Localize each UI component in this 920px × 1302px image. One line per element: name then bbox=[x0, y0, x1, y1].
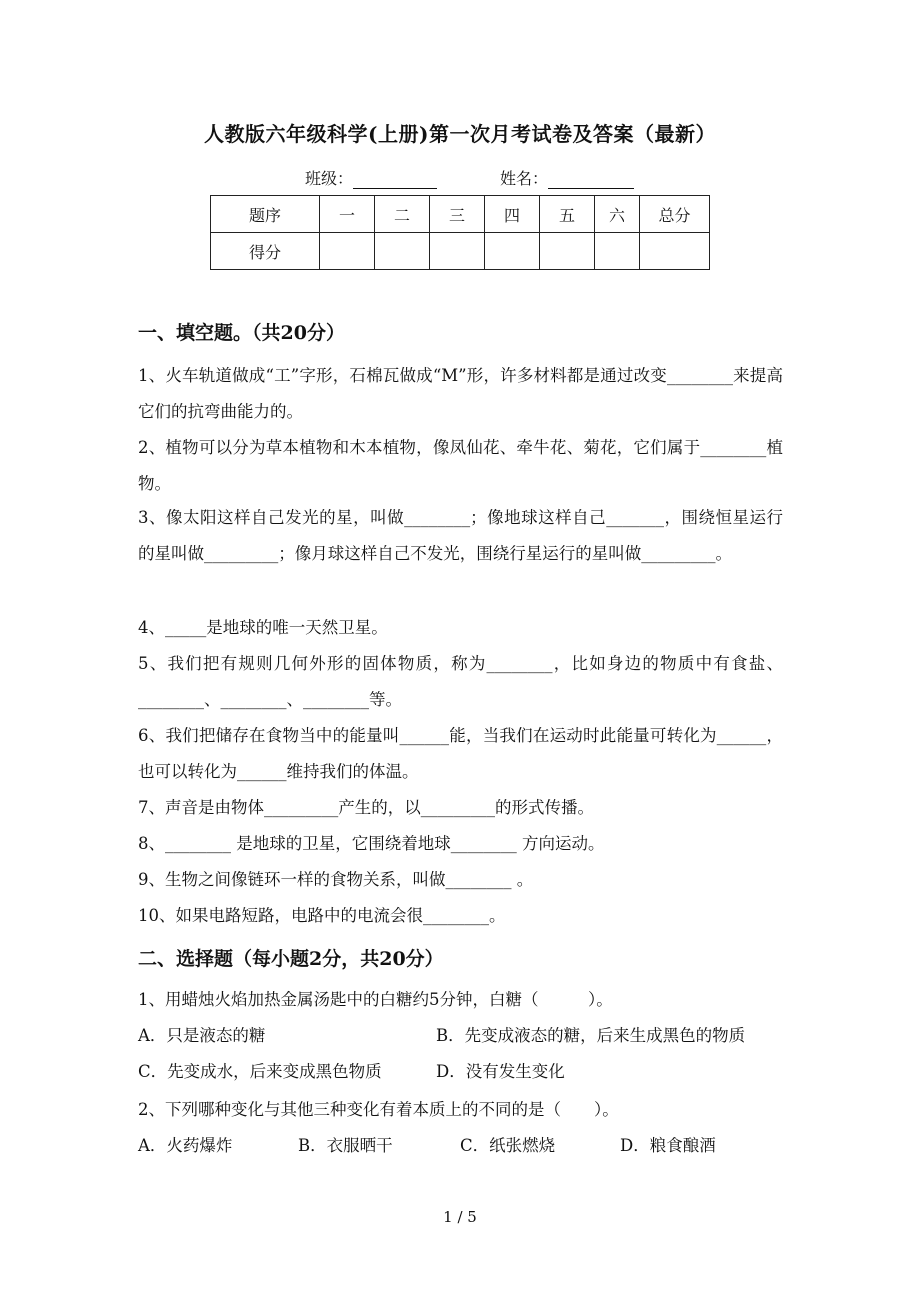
page-title: 人教版六年级科学(上册)第一次月考试卷及答案（最新） bbox=[204, 122, 716, 146]
score-input-cell[interactable] bbox=[595, 233, 640, 270]
question-9: 9、生物之间像链环一样的食物关系，叫做________ 。 bbox=[138, 870, 534, 889]
table-cell: 四 bbox=[485, 196, 540, 233]
option-d: D．没有发生变化 bbox=[436, 1062, 565, 1081]
question-6: 6、我们把储存在食物当中的能量叫______能，当我们在运动时此能量可转化为______，也可以转化为______维持我们的体温。 bbox=[138, 726, 783, 781]
score-input-cell[interactable] bbox=[430, 233, 485, 270]
table-cell: 得分 bbox=[211, 233, 320, 270]
option-b: B．先变成液态的糖，后来生成黑色的物质 bbox=[436, 1026, 746, 1045]
table-cell: 五 bbox=[540, 196, 595, 233]
table-cell: 三 bbox=[430, 196, 485, 233]
question-2: 2、植物可以分为草本植物和木本植物，像凤仙花、牵牛花、菊花，它们属于________植物。 bbox=[138, 438, 783, 493]
choice-question-1: 1、用蜡烛火焰加热金属汤匙中的白糖约5分钟，白糖（ ）。 bbox=[138, 990, 613, 1009]
section-1-heading: 一、填空题。（共20分） bbox=[138, 322, 345, 344]
class-blank bbox=[353, 170, 437, 189]
option-a: A．火药爆炸 bbox=[138, 1136, 233, 1155]
option-c: C．纸张燃烧 bbox=[460, 1136, 556, 1155]
score-input-cell[interactable] bbox=[375, 233, 430, 270]
page-number: 1 / 5 bbox=[443, 1208, 477, 1226]
table-cell: 六 bbox=[595, 196, 640, 233]
score-table-score-row bbox=[211, 233, 710, 270]
option-c: C．先变成水，后来变成黑色物质 bbox=[138, 1062, 382, 1081]
score-input-cell[interactable] bbox=[320, 233, 375, 270]
option-d: D．粮食酿酒 bbox=[620, 1136, 716, 1155]
class-label: 班级： bbox=[305, 169, 354, 188]
name-label: 姓名： bbox=[500, 169, 549, 188]
option-b: B．衣服晒干 bbox=[298, 1136, 393, 1155]
table-cell: 二 bbox=[375, 196, 430, 233]
option-a: A．只是液态的糖 bbox=[138, 1026, 266, 1045]
table-cell: 题序 bbox=[211, 196, 320, 233]
name-field bbox=[500, 166, 634, 189]
question-8: 8、________ 是地球的卫星，它围绕着地球________ 方向运动。 bbox=[138, 834, 605, 853]
score-input-cell[interactable] bbox=[540, 233, 595, 270]
question-5: 5、我们把有规则几何外形的固体物质，称为________，比如身边的物质中有食盐、________、________、________等。 bbox=[138, 654, 783, 709]
question-10: 10、如果电路短路，电路中的电流会很________。 bbox=[138, 906, 506, 925]
table-cell: 总分 bbox=[640, 196, 710, 233]
question-4: 4、_____是地球的唯一天然卫星。 bbox=[138, 618, 388, 637]
name-blank bbox=[548, 170, 634, 189]
question-3: 3、像太阳这样自己发光的星，叫做________；像地球这样自己_______，围绕恒星运行的星叫做_________；像月球这样自己不发光，围绕行星运行的星叫做_________。 bbox=[138, 508, 783, 563]
table-cell: 一 bbox=[320, 196, 375, 233]
score-input-cell[interactable] bbox=[640, 233, 710, 270]
score-table-header-row bbox=[211, 196, 710, 233]
choice-question-2: 2、下列哪种变化与其他三种变化有着本质上的不同的是（ ）。 bbox=[138, 1100, 619, 1119]
question-1: 1、火车轨道做成“工”字形，石棉瓦做成“M”形，许多材料都是通过改变________来提高它们的抗弯曲能力的。 bbox=[138, 366, 783, 421]
class-field bbox=[305, 166, 437, 189]
score-table bbox=[210, 195, 710, 270]
question-7: 7、声音是由物体_________产生的，以_________的形式传播。 bbox=[138, 798, 594, 817]
section-2-heading: 二、选择题（每小题2分，共20分） bbox=[138, 948, 444, 970]
score-input-cell[interactable] bbox=[485, 233, 540, 270]
